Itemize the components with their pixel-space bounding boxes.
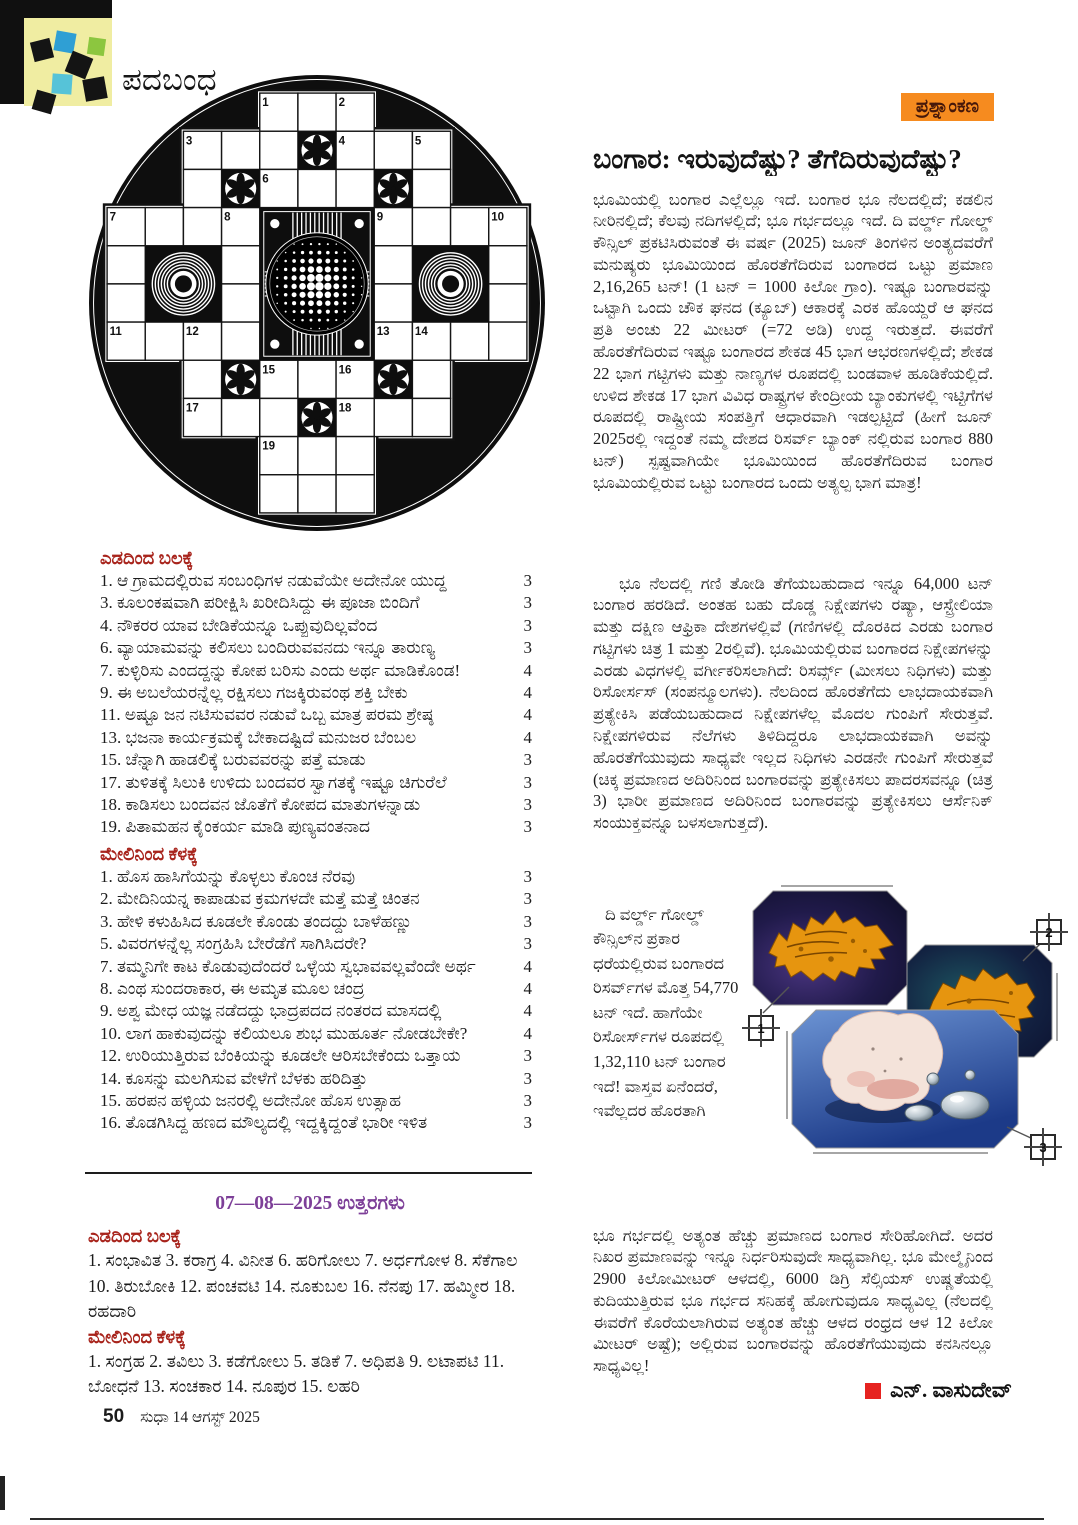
logo-square-icon [87,37,106,56]
clue-count: 3 [523,817,532,837]
clue-count: 4 [523,727,532,747]
clue-text: 9. ಅಶ್ವ ಮೇಧ ಯಜ್ಞ ನಡೆದದ್ದು ಭಾದ್ರಪದದ ನಂತರದ ಮಾಸದಲ್ಲಿ [100,1001,442,1021]
across-clues-list [100,570,532,839]
clue-row [100,1000,532,1022]
figure-tag-3: 3 [1030,1134,1056,1160]
author-bullet-icon [865,1383,881,1399]
clue-row [100,933,532,955]
clue-count: 3 [523,889,532,909]
clue-text: 16. ತೊಡಗಿಸಿದ್ದ ಹಣದ ಮೌಲ್ಯದಲ್ಲಿ ಇದ್ದಕ್ಕಿದ್ದಂತೆ ಭಾರೀ ಇಳಿತ [100,1113,428,1133]
clues-section [100,546,532,1135]
clue-count: 3 [523,1046,532,1066]
clue-text: 17. ತುಳಿತಕ್ಕೆ ಸಿಲುಕಿ ಉಳಿದು ಬಂದವರ ಸ್ವಾಗತಕ್ಕೆ ಇಷ್ಟೂ ಚಿಗುರೆಲೆ [100,772,447,792]
grid-cell-number: 18 [338,402,352,415]
clue-text: 6. ವ್ಯಾಯಾಮವನ್ನು ಕಲಿಸಲು ಬಂದಿರುವವನದು ಇನ್ನೂ ತಾರುಣ್ಯ [100,638,436,658]
clue-text: 15. ಚೆನ್ನಾಗಿ ಹಾಡಲಿಕ್ಕೆ ಬರುವವರನ್ನು ಪತ್ತೆ ಮಾಡು [100,750,366,770]
gold-photo-collage [743,881,1065,1168]
grid-cell-number: 4 [338,135,346,148]
clue-row [100,615,532,637]
author-byline [865,1378,1012,1403]
clue-row [100,1023,532,1045]
clue-row [100,637,532,659]
down-clues-list [100,866,532,1135]
clue-count: 4 [523,956,532,976]
clue-count: 4 [523,683,532,703]
clue-count: 3 [523,593,532,613]
clue-row [100,888,532,910]
figure-tag-1: 1 [748,1015,774,1041]
across-heading: ಎಡದಿಂದ ಬಲಕ್ಕೆ [100,548,194,568]
clue-text: 3. ಹೇಳಿ ಕಳುಹಿಸಿದ ಕೂಡಲೇ ಕೊಂಡು ತಂದದ್ದು ಬಾಳೆಹಣ್ಣು [100,911,413,931]
grid-cell-number: 16 [338,364,352,377]
answers-across-text: 1. ಸಂಭಾವಿತ 3. ಕರಾಗ್ರ 4. ವಿನೀತ 6. ಹರಿಗೋಲು 7. ಅರ್ಧಗೋಳ 8. ಸೆಕೆಗಾಲ 10. ತಿರುಬೋಕಿ 12. ಪಂಚವಟಿ 14. ನೂಕುಬಲ 16. ನೆನಪು 17. ಹಮ್ಮೀರ 18. ರಹದಾರಿ [88,1250,518,1321]
clue-count: 4 [523,978,532,998]
clue-count: 3 [523,571,532,590]
page-number: 50 [103,1406,125,1427]
clue-text: 7. ತಮ್ಮನಿಗೇ ಕಾಟ ಕೊಡುವುದೆಂದರೆ ಒಳ್ಳೆಯ ಸ್ವಭಾವವಲ್ಲವೆಂದೇ ಅರ್ಥ [100,956,476,976]
logo-square-icon [30,38,54,62]
separator-rule [85,1172,532,1174]
clue-text: 19. ಪಿತಾಮಹನ ಕೈಂಕರ್ಯ ಮಾಡಿ ಪುಣ್ಯವಂತನಾದ [100,817,370,837]
clue-row [100,1090,532,1112]
column-badge: ಪ್ರಶ್ನಾಂಕಣ [901,93,994,121]
grid-cell-number: 1 [262,97,269,110]
clue-count: 3 [523,795,532,815]
clue-count: 3 [523,772,532,792]
clue-count: 3 [523,1113,532,1133]
grid-cell-number: 12 [185,326,199,339]
figure-tag-2: 2 [1036,919,1062,945]
grid-cell-number: 2 [338,97,346,110]
answers-down-text: 1. ಸಂಗ್ರಹ 2. ತವಿಲು 3. ಕಡೆಗೋಲು 5. ತಡಿಕೆ 7. ಅಧಿಪತಿ 9. ಲಟಾಪಟಿ 11. ಬೋಧನೆ 13. ಸಂಚಕಾರ 14. ನೂಪುರ 15. ಲಹರಿ [88,1350,505,1396]
clue-count: 3 [523,1068,532,1088]
clue-row [100,911,532,933]
clue-count: 4 [523,705,532,725]
answers-across-heading: ಎಡದಿಂದ ಬಲಕ್ಕೆ [88,1226,182,1246]
clue-row [100,749,532,771]
grid-cell-number: 3 [185,135,193,148]
clue-row [100,772,532,794]
clue-count: 4 [523,1001,532,1021]
article-title: ಬಂಗಾರ: ಇರುವುದೆಷ್ಟು? ತೆಗೆದಿರುವುದೆಷ್ಟು? [593,144,962,175]
grid-cell-number: 8 [224,211,231,224]
clue-text: 18. ಕಾಡಿಸಲು ಬಂದವನ ಜೊತೆಗೆ ಕೋಪದ ಮಾತುಗಳನ್ನಾಡು [100,795,421,815]
grid-cell-number: 19 [262,440,276,453]
grid-cell-number: 11 [109,326,122,339]
clue-text: 10. ಲಾಗ ಹಾಕುವುದನ್ನು ಕಲಿಯಲೂ ಶುಭ ಮುಹೂರ್ತ ನೋಡಬೇಕೇ? [100,1023,468,1043]
article-paragraph: ಭೂ ಗರ್ಭದಲ್ಲಿ ಅತ್ಯಂತ ಹೆಚ್ಚು ಪ್ರಮಾಣದ ಬಂಗಾರ ಸೇರಿಹೋಗಿದೆ. ಅದರ ನಿಖರ ಪ್ರಮಾಣವನ್ನು ಇನ್ನೂ ನಿರ್ಧರಿಸುವುದೇ ಸಾಧ್ಯವಾಗಿಲ್ಲ. ಭೂ ಮೇಲ್ಮೈನಿಂದ 2900 ಕಿಲೋಮೀಟರ್ ಆಳದಲ್ಲಿ, 6000 ಡಿಗ್ರಿ ಸೆಲ್ಸಿಯಸ್ ಉಷ್ಣತೆಯಲ್ಲಿ ಕುದಿಯುತ್ತಿರುವ ಭೂ ಗರ್ಭದ ಸನಿಹಕ್ಕೆ ಹೋಗುವುದೂ ಸಾಧ್ಯವಿಲ್ಲ (ನೆಲದಲ್ಲಿ ಈವರೆಗೆ ಕೊರೆಯಲಾಗಿರುವ ಅತ್ಯಂತ ಹೆಚ್ಚು ಆಳದ ರಂಧ್ರದ ಆಳ 12 ಕಿಲೋ ಮೀಟರ್ ಅಷ್ಟೆ); ಅಲ್ಲಿರುವ ಬಂಗಾರವನ್ನು ಹೊರತೆಗೆಯುವುದು ಕನಸಿನಲ್ಲೂ ಸಾಧ್ಯವಿಲ್ಲ! [593,1225,993,1376]
collage-graphic [743,881,1065,1168]
grid-cell-number: 7 [109,211,117,224]
crossword-grid[interactable] [86,72,548,534]
clue-count: 3 [523,866,532,886]
clue-text: 9. ಈ ಅಬಲೆಯರನ್ನೆಲ್ಲ ರಕ್ಷಿಸಲು ಗಜಕ್ಕಿರುವಂಥ ಶಕ್ತಿ ಬೇಕು [100,683,408,703]
answers-section [88,1192,532,1400]
clue-row [100,816,532,838]
clue-count: 3 [523,615,532,635]
clue-text: 13. ಭಜನಾ ಕಾರ್ಯಕ್ರಮಕ್ಕೆ ಬೇಕಾದಷ್ಟಿದೆ ಮನುಜರ ಬೆಂಬಲ [100,727,417,747]
clue-row [100,1045,532,1067]
scan-edge-mark [0,1476,5,1510]
clue-count: 3 [523,638,532,658]
article-paragraph: ಭೂ ನೆಲದಲ್ಲಿ ಗಣಿ ತೋಡಿ ತೆಗೆಯಬಹುದಾದ ಇನ್ನೂ 64,000 ಟನ್ ಬಂಗಾರ ಹರಡಿದೆ. ಅಂತಹ ಬಹು ದೊಡ್ಡ ನಿಕ್ಷೇಪಗಳು ರಷ್ಯಾ, ಆಸ್ಟ್ರೇಲಿಯಾ ಮತ್ತು ದಕ್ಷಿಣ ಆಫ್ರಿಕಾ ದೇಶಗಳಲ್ಲಿವೆ (ಗಣಿಗಳಲ್ಲಿ ದೊರಕಿದ ಎರಡು ಬಂಗಾರ ಗಟ್ಟಿಗಳು ಚಿತ್ರ 1 ಮತ್ತು 2ರಲ್ಲಿವೆ). ಭೂಮಿಯಲ್ಲಿರುವ ಬಂಗಾರದ ನಿಕ್ಷೇಪಗಳನ್ನು ಎರಡು ವಿಧಗಳಲ್ಲಿ ವರ್ಗೀಕರಿಸಲಾಗಿದೆ: ರಿಸರ್ವ್ಸ್ (ಮೀಸಲು ನಿಧಿಗಳು) ಮತ್ತು ರಿಸೋರ್ಸಸ್ (ಸಂಪನ್ಮೂಲಗಳು). ನೆಲದಿಂದ ಹೊರತೆಗೆದು ಲಾಭದಾಯಕವಾಗಿ ಪ್ರತ್ಯೇಕಿಸಿ ಪಡೆಯಬಹುದಾದ ನಿಕ್ಷೇಪಗಳೆಲ್ಲ ಮೊದಲ ಗುಂಪಿಗೆ ಸೇರುತ್ತವೆ. ನಿಕ್ಷೇಪಗಳಿರುವ ನೆಲೆಗಳು ತಿಳಿದಿದ್ದರೂ ಲಾಭದಾಯಕವಾಗಿ ಅವನ್ನು ಹೊರತೆಗೆಯುವುದು ಸಾಧ್ಯವೇ ಇಲ್ಲದ ನಿಧಿಗಳು ಎರಡನೇ ಗುಂಪಿಗೆ ಸೇರುತ್ತವೆ (ಚಿಕ್ಕ ಪ್ರಮಾಣದ ಅದಿರಿನಿಂದ ಬಂಗಾರವನ್ನು ಪ್ರತ್ಯೇಕಿಸಲು ಪಾದರಸವನ್ನೂ (ಚಿತ್ರ 3) ಭಾರೀ ಪ್ರಮಾಣದ ಅದಿರಿನಿಂದ ಬಂಗಾರವನ್ನು ಪ್ರತ್ಯೇಕಿಸಲು ಆರ್ಸೆನಿಕ್ ಸಂಯುಕ್ತವನ್ನೂ ಬಳಸಲಾಗುತ್ತದೆ). [593,573,993,833]
clue-text: 15. ಹರಪನ ಹಳ್ಳಿಯ ಜನರಲ್ಲಿ ಅದೇನೋ ಹೊಸ ಉತ್ಸಾಹ [100,1090,402,1110]
author-name: ಎನ್. ವಾಸುದೇವ್ [890,1378,1012,1402]
clue-count: 3 [523,750,532,770]
grid-cell-number: 17 [185,402,199,415]
section-title: ಪದಬಂಧ [122,62,217,97]
grid-cell-number: 9 [376,211,384,224]
clue-text: 4. ನೌಕರರ ಯಾವ ಬೇಡಿಕೆಯನ್ನೂ ಒಪ್ಪುವುದಿಲ್ಲವೆಂದ [100,615,378,635]
clue-row [100,866,532,888]
answers-down-heading: ಮೇಲಿನಿಂದ ಕೆಳಕ್ಕೆ [88,1326,186,1347]
clue-text: 11. ಅಷ್ಟೂ ಜನ ನಟಿಸುವವರ ನಡುವೆ ಒಬ್ಬ ಮಾತ್ರ ಪರಮ ಶ್ರೇಷ್ಠ [100,705,434,725]
clue-text: 2. ಮೇದಿನಿಯನ್ನ ಕಾಪಾಡುವ ಕ್ರಮಗಳದೇ ಮತ್ತೆ ಮತ್ತೆ ಚಿಂತನ [100,889,420,909]
answers-heading: 07—08—2025 ಉತ್ತರಗಳು [215,1193,405,1214]
clue-row [100,978,532,1000]
clue-row [100,794,532,816]
clue-text: 8. ಎಂಥ ಸುಂದರಾಕಾರ, ಈ ಅಮೃತ ಮೂಲ ಚಂದ್ರ [100,978,365,998]
logo-square-icon [51,73,72,94]
grid-cell-number: 10 [491,211,505,224]
clue-row [100,682,532,704]
clue-row [100,570,532,592]
article-wrap-paragraph: ದಿ ವರ್ಲ್ಡ್ ಗೋಲ್ಡ್ ಕೌನ್ಸಿಲ್‌ನ ಪ್ರಕಾರ ಧರೆಯಲ್ಲಿರುವ ಬಂಗಾರದ ರಿಸರ್ವ್‌ಗಳ ಮೊತ್ತ 54,770 ಟನ್ ಇದೆ. ಹಾಗೆಯೇ ರಿಸೋರ್ಸ್‌ಗಳ ರೂಪದಲ್ಲಿ 1,32,110 ಟನ್ ಬಂಗಾರ ಇದೆ! ವಾಸ್ತವ ಏನೆಂದರೆ, ಇವೆಲ್ಲದರ ಹೊರತಾಗಿ [593,904,739,1121]
clue-row [100,956,532,978]
clue-row [100,727,532,749]
scan-edge-line [30,1518,1044,1520]
logo-square-icon [32,90,57,115]
grid-cell-number: 5 [414,135,422,148]
clue-row [100,592,532,614]
clue-text: 12. ಉರಿಯುತ್ತಿರುವ ಬೆಂಕಿಯನ್ನು ಕೂಡಲೇ ಆರಿಸಬೇಕೆಂದು ಒತ್ತಾಯ [100,1046,461,1066]
clue-count: 4 [523,660,532,680]
grid-cell-number: 14 [414,326,428,339]
clue-count: 3 [523,1090,532,1110]
grid-cell-number: 13 [376,326,390,339]
clue-text: 7. ಕುಳ್ಳಿರಿಸು ಎಂದದ್ದನ್ನು ಕೋಪ ಬರಿಸು ಎಂದು ಅರ್ಥ ಮಾಡಿಕೊಂಡ! [100,660,461,680]
clue-row [100,1068,532,1090]
clue-count: 3 [523,911,532,931]
article-paragraph: ಭೂಮಿಯಲ್ಲಿ ಬಂಗಾರ ಎಲ್ಲೆಲ್ಲೂ ಇದೆ. ಬಂಗಾರ ಭೂ ನೆಲದಲ್ಲಿದೆ; ಕಡಲಿನ ನೀರಿನಲ್ಲಿದೆ; ಕೆಲವು ನದಿಗಳಲ್ಲಿದೆ; ಭೂ ಗರ್ಭದಲ್ಲೂ ಇದೆ. ದಿ ವರ್ಲ್ಡ್ ಗೋಲ್ಡ್ ಕೌನ್ಸಿಲ್ ಪ್ರಕಟಿಸಿರುವಂತೆ ಈ ವರ್ಷ (2025) ಜೂನ್ ತಿಂಗಳಿನ ಅಂತ್ಯದವರೆಗೆ ಮನುಷ್ಯರು ಭೂಮಿಯಿಂದ ಹೊರತೆಗೆದಿರುವ ಬಂಗಾರದ ಒಟ್ಟು ಪ್ರಮಾಣ 2,16,265 ಟನ್! (1 ಟನ್ = 1000 ಕಿಲೋ ಗ್ರಾಂ). ಇಷ್ಟೂ ಬಂಗಾರವನ್ನು ಒಟ್ಟಾಗಿ ಒಂದು ಚೌಕ ಘನದ (ಕ್ಯೂಬ್) ಆಕಾರಕ್ಕೆ ಎರಕ ಹೊಯ್ದರೆ ಆ ಘನದ ಪ್ರತಿ ಅಂಚು 22 ಮೀಟರ್ (=72 ಅಡಿ) ಉದ್ದ ಇರುತ್ತದೆ. ಈವರೆಗೆ ಹೊರತೆಗೆದಿರುವ ಇಷ್ಟೂ ಬಂಗಾರದ ಶೇಕಡ 45 ಭಾಗ ಆಭರಣಗಳಲ್ಲಿದೆ; ಶೇಕಡ 22 ಭಾಗ ಗಟ್ಟಿಗಳು ಮತ್ತು ನಾಣ್ಯಗಳ ರೂಪದಲ್ಲಿ ಬಂಡವಾಳ ಹೂಡಿಕೆಯಲ್ಲಿದೆ. ಉಳಿದ ಶೇಕಡ 17 ಭಾಗ ವಿವಿಧ ರಾಷ್ಟ್ರಗಳ ಕೇಂದ್ರೀಯ ಬ್ಯಾಂಕುಗಳಲ್ಲಿ ಇಟ್ಟಿಗೆಗಳ ರೂಪದಲ್ಲಿ ರಾಷ್ಟ್ರೀಯ ಸಂಪತ್ತಿಗೆ ಆಧಾರವಾಗಿ ಇಡಲ್ಪಟ್ಟಿದೆ (ಹೀಗೆ ಜೂನ್ 2025ರಲ್ಲಿ ಇದ್ದಂತೆ ನಮ್ಮ ದೇಶದ ರಿಸರ್ವ್ ಬ್ಯಾಂಕ್ ನಲ್ಲಿರುವ ಬಂಗಾರ 880 ಟನ್) ಸ್ಪಷ್ಟವಾಗಿಯೇ ಭೂಮಿಯಿಂದ ಹೊರತೆಗೆದಿರುವ ಬಂಗಾರ ಭೂಮಿಯಲ್ಲಿರುವ ಒಟ್ಟು ಬಂಗಾರದ ಒಂದು ಅತ್ಯಲ್ಪ ಭಾಗ ಮಾತ್ರ! [593,189,993,492]
clue-row [100,704,532,726]
grid-cell-number: 15 [262,364,276,377]
grid-cell-number: 6 [262,173,269,186]
clue-text: 5. ವಿವರಗಳನ್ನೆಲ್ಲ ಸಂಗ್ರಹಿಸಿ ಬೇರೆಡೆಗೆ ಸಾಗಿಸಿದರೇ? [100,934,367,954]
issue-label: ಸುಧಾ 14 ಆಗಸ್ಟ್ 2025 [140,1409,260,1426]
clue-text: 14. ಕೂಸನ್ನು ಮಲಗಿಸುವ ವೇಳೆಗೆ ಬೆಳಕು ಹರಿದಿತ್ತು [100,1068,368,1088]
clue-text: 1. ಆ ಗ್ರಾಮದಲ್ಲಿರುವ ಸಂಬಂಧಿಗಳ ನಡುವೆಯೇ ಅದೇನೋ ಯುದ್ಧ [100,571,447,590]
clue-row [100,660,532,682]
clue-count: 4 [523,1023,532,1043]
clue-count: 3 [523,934,532,954]
clue-row [100,1112,532,1134]
down-heading: ಮೇಲಿನಿಂದ ಕೆಳಕ್ಕೆ [100,843,198,864]
clue-text: 3. ಕೂಲಂಕಷವಾಗಿ ಪರೀಕ್ಷಿಸಿ ಖರೀದಿಸಿದ್ದು ಈ ಪೂಜಾ ಬಿಂದಿಗೆ [100,593,420,613]
clue-text: 1. ಹೊಸ ಹಾಸಿಗೆಯನ್ನು ಕೊಳ್ಳಲು ಕೊಂಚ ನೆರವು [100,866,356,886]
page-footer [103,1406,260,1428]
